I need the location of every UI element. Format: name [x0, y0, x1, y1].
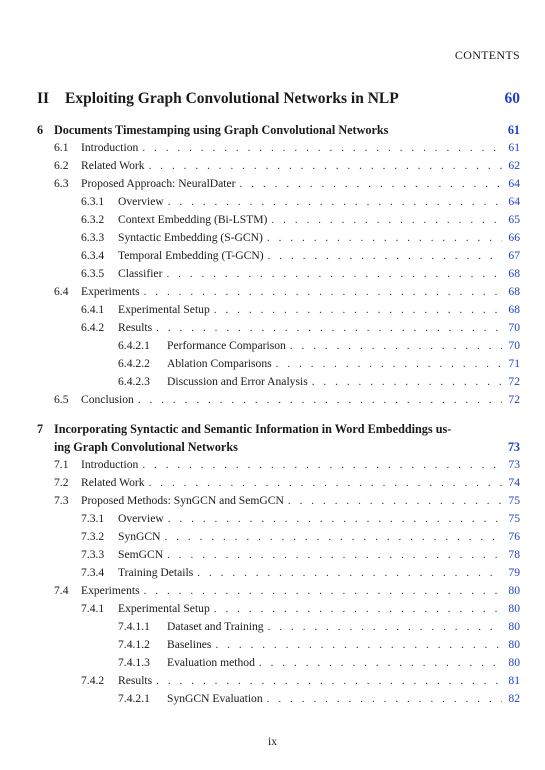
entry-title: Proposed Methods: SynGCN and SemGCN [81, 494, 284, 507]
entry-number: 7.4.2.1 [118, 692, 150, 705]
dot-leader [149, 160, 502, 172]
page-link[interactable]: 68 [508, 303, 520, 316]
dot-leader [165, 531, 502, 543]
page-link[interactable]: 68 [508, 267, 520, 280]
page-link[interactable]: 80 [508, 638, 520, 651]
toc-entry[interactable] [81, 249, 520, 267]
entry-number: 7.3.2 [81, 530, 105, 543]
dot-leader [142, 142, 502, 154]
toc-entry[interactable] [118, 339, 520, 357]
entry-title: Baselines [167, 638, 212, 651]
dot-leader [149, 477, 502, 489]
dot-leader [267, 693, 502, 705]
page-link[interactable]: 68 [508, 285, 520, 298]
entry-number: 6.4.2 [81, 321, 105, 334]
toc-entry[interactable] [54, 393, 520, 411]
entry-number: 6.4.2.1 [118, 339, 150, 352]
dot-leader [215, 639, 502, 651]
toc-entry[interactable] [54, 141, 520, 159]
toc-entry[interactable] [81, 548, 520, 566]
dot-leader [276, 358, 502, 370]
page-link[interactable]: 66 [508, 231, 520, 244]
entry-title: Experiments [81, 584, 140, 597]
page-link[interactable]: 79 [508, 566, 520, 579]
page-link[interactable]: 80 [508, 602, 520, 615]
entry-number: 7.3 [54, 494, 69, 507]
dot-leader [271, 214, 502, 226]
toc-entry[interactable] [118, 357, 520, 375]
entry-title: Temporal Embedding (T-GCN) [118, 249, 264, 262]
entry-title: Introduction [81, 458, 139, 471]
entry-title: Related Work [81, 159, 145, 172]
dot-leader [144, 585, 502, 597]
entry-title: Dataset and Training [167, 620, 264, 633]
page-link[interactable]: 62 [508, 159, 520, 172]
dot-leader [240, 178, 502, 190]
dot-leader [267, 232, 502, 244]
entry-number: 6.3.5 [81, 267, 105, 280]
entry-title: Ablation Comparisons [167, 357, 272, 370]
dot-leader [259, 657, 502, 669]
dot-leader [142, 459, 502, 471]
page-link[interactable]: 81 [508, 674, 520, 687]
toc-entry[interactable] [81, 602, 520, 620]
dot-leader [156, 322, 502, 334]
entry-number: 7.4 [54, 584, 69, 597]
dot-leader [138, 394, 502, 406]
page-link[interactable]: 78 [508, 548, 520, 561]
dot-leader [197, 567, 502, 579]
page-link[interactable]: 61 [507, 123, 520, 137]
entry-number: 6.4.1 [81, 303, 105, 316]
entry-number: 6.1 [54, 141, 69, 154]
entry-title: Overview [118, 512, 164, 525]
entry-number: 7.4.1.1 [118, 620, 150, 633]
page-link[interactable]: 72 [508, 375, 520, 388]
dot-leader [168, 513, 502, 525]
page-link[interactable]: 72 [508, 393, 520, 406]
dot-leader [166, 268, 502, 280]
toc-entry[interactable] [81, 566, 520, 584]
entry-number: 7 [37, 422, 44, 436]
entry-number: 7.3.3 [81, 548, 105, 561]
toc-entry[interactable] [81, 512, 520, 530]
entry-number: 6.2 [54, 159, 69, 172]
dot-leader [214, 304, 502, 316]
page-link[interactable]: 65 [508, 213, 520, 226]
page-number: ix [268, 736, 277, 748]
toc-entry[interactable] [81, 267, 520, 285]
entry-title: Experimental Setup [118, 602, 210, 615]
entry-title: Syntactic Embedding (S-GCN) [118, 231, 263, 244]
entry-title: Documents Timestamping using Graph Convolutional Networks [54, 123, 389, 137]
dot-leader [167, 549, 502, 561]
dot-leader [214, 603, 502, 615]
entry-title: Results [118, 321, 153, 334]
page-link[interactable]: 64 [508, 177, 520, 190]
toc-entry[interactable] [118, 620, 520, 638]
entry-title: Experiments [81, 285, 140, 298]
entry-number: 7.3.4 [81, 566, 105, 579]
entry-title: Experimental Setup [118, 303, 210, 316]
entry-title: SemGCN [118, 548, 164, 561]
entry-number: 7.4.1 [81, 602, 105, 615]
entry-number: 7.2 [54, 476, 69, 489]
entry-number: 7.3.1 [81, 512, 105, 525]
toc-entry[interactable] [54, 476, 520, 494]
page-link[interactable]: 73 [508, 458, 520, 471]
toc-entry[interactable] [81, 195, 520, 213]
toc-entry[interactable] [54, 494, 520, 512]
page-link[interactable]: 80 [508, 584, 520, 597]
entry-title: Classifier [118, 267, 163, 280]
part-heading[interactable] [37, 90, 520, 112]
entry-number: 6.3.1 [81, 195, 105, 208]
entry-number: 6.3.4 [81, 249, 105, 262]
entry-number: 7.1 [54, 458, 69, 471]
page-link[interactable]: 76 [508, 530, 520, 543]
dot-leader [144, 286, 502, 298]
page-link[interactable]: 75 [508, 494, 520, 507]
part-number: II [37, 90, 50, 107]
entry-title: ing Graph Convolutional Networks [54, 440, 238, 454]
entry-title: Proposed Approach: NeuralDater [81, 177, 236, 190]
page-link[interactable]: 74 [508, 476, 520, 489]
dot-leader [312, 376, 502, 388]
toc-chapter[interactable] [37, 123, 520, 141]
entry-number: 7.4.1.2 [118, 638, 150, 651]
entry-number: 6.3.2 [81, 213, 105, 226]
entry-number: 6.5 [54, 393, 69, 406]
toc-entry[interactable] [81, 530, 520, 548]
entry-title: Overview [118, 195, 164, 208]
page-link[interactable]: 70 [508, 339, 520, 352]
toc-entry[interactable] [54, 177, 520, 195]
part-page-link[interactable]: 60 [504, 90, 520, 107]
page-link[interactable]: 75 [508, 512, 520, 525]
dot-leader [290, 340, 502, 352]
entry-title: Conclusion [81, 393, 134, 406]
page-link[interactable]: 73 [507, 440, 520, 454]
entry-title: Results [118, 674, 153, 687]
toc-entry[interactable] [81, 674, 520, 692]
dot-leader [268, 621, 502, 633]
dot-leader [168, 196, 502, 208]
entry-title: Discussion and Error Analysis [167, 375, 308, 388]
entry-number: 6.4.2.3 [118, 375, 150, 388]
entry-title: Evaluation method [167, 656, 255, 669]
toc-entry[interactable] [54, 584, 520, 602]
entry-number: 6.4 [54, 285, 69, 298]
page-link[interactable]: 71 [508, 357, 520, 370]
toc-entry[interactable] [54, 159, 520, 177]
toc-entry[interactable] [118, 656, 520, 674]
entry-title: Related Work [81, 476, 145, 489]
entry-title: SynGCN Evaluation [167, 692, 263, 705]
entry-title: Performance Comparison [167, 339, 286, 352]
dot-leader [156, 675, 502, 687]
page-link[interactable]: 70 [508, 321, 520, 334]
toc-entry[interactable] [118, 375, 520, 393]
entry-title: SynGCN [118, 530, 161, 543]
toc-entry[interactable] [81, 303, 520, 321]
page-link[interactable]: 67 [508, 249, 520, 262]
toc-entry[interactable] [118, 692, 520, 710]
dot-leader [268, 250, 502, 262]
page-link[interactable]: 80 [508, 620, 520, 633]
page-link[interactable]: 64 [508, 195, 520, 208]
entry-number: 6.4.2.2 [118, 357, 150, 370]
entry-title: Introduction [81, 141, 139, 154]
entry-number: 6 [37, 123, 44, 137]
toc-entry[interactable] [81, 213, 520, 231]
entry-title: Incorporating Syntactic and Semantic Information in Word Embeddings us- [54, 422, 452, 436]
entry-number: 6.3 [54, 177, 69, 190]
toc-entry[interactable] [81, 231, 520, 249]
toc-entry[interactable] [81, 321, 520, 339]
entry-title: Context Embedding (Bi-LSTM) [118, 213, 268, 226]
page-link[interactable]: 80 [508, 656, 520, 669]
part-title: Exploiting Graph Convolutional Networks in NLP [65, 90, 399, 107]
entry-number: 7.4.1.3 [118, 656, 150, 669]
page-link[interactable]: 82 [508, 692, 520, 705]
running-header: CONTENTS [454, 48, 520, 62]
entry-title: Training Details [118, 566, 194, 579]
toc-chapter[interactable] [54, 440, 520, 458]
toc-entry[interactable] [54, 458, 520, 476]
page-link[interactable]: 61 [508, 141, 520, 154]
toc-entry[interactable] [54, 285, 520, 303]
entry-number: 6.3.3 [81, 231, 105, 244]
entry-number: 7.4.2 [81, 674, 105, 687]
toc-entry[interactable] [118, 638, 520, 656]
dot-leader [288, 495, 502, 507]
toc-chapter[interactable] [37, 422, 520, 440]
